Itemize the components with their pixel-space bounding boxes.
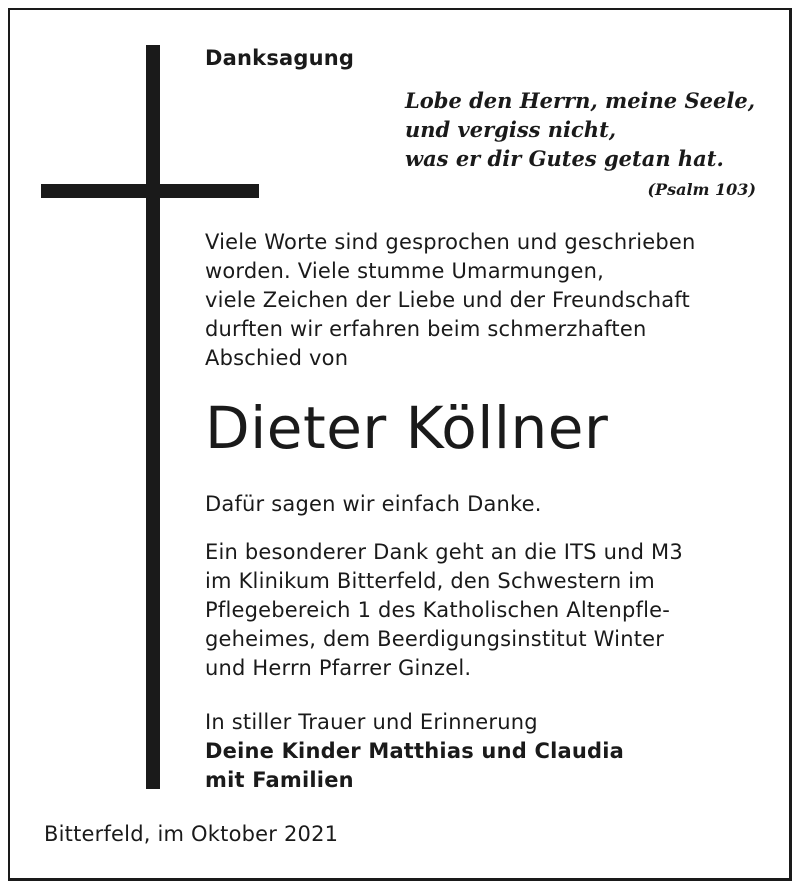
- place-date: Bitterfeld, im Oktober 2021: [44, 822, 339, 846]
- cross-horizontal-beam: [41, 184, 259, 198]
- mourning-line: In stiller Trauer und Erinnerung: [205, 710, 538, 734]
- bible-verse: [405, 86, 765, 173]
- thanks-line: Dafür sagen wir einfach Danke.: [205, 492, 542, 516]
- intro-line: Abschied von: [205, 346, 349, 370]
- special-thanks-line: Pflegebereich 1 des Katholischen Altenpfle-: [205, 598, 671, 622]
- intro-line: durften wir erfahren beim schmerzhaften: [205, 317, 647, 341]
- signers: [205, 737, 624, 795]
- deceased-name: Dieter Köllner: [205, 394, 609, 462]
- special-thanks-line: geheimes, dem Beerdigungsinstitut Winter: [205, 627, 665, 651]
- verse-line: was er dir Gutes getan hat.: [405, 146, 724, 171]
- cross-vertical-beam: [146, 45, 160, 789]
- verse-line: und vergiss nicht,: [405, 117, 617, 142]
- intro-paragraph: [205, 228, 775, 373]
- intro-line: viele Zeichen der Liebe und der Freundschaft: [205, 288, 690, 312]
- intro-line: Viele Worte sind gesprochen und geschrieben: [205, 230, 696, 254]
- special-thanks-line: im Klinikum Bitterfeld, den Schwestern im: [205, 569, 655, 593]
- notice-heading: Danksagung: [205, 46, 355, 70]
- signer-line: Deine Kinder Matthias und Claudia: [205, 739, 624, 763]
- special-thanks-paragraph: [205, 538, 785, 683]
- special-thanks-line: und Herrn Pfarrer Ginzel.: [205, 656, 472, 680]
- verse-line: Lobe den Herrn, meine Seele,: [405, 88, 756, 113]
- special-thanks-line: Ein besonderer Dank geht an die ITS und M3: [205, 540, 683, 564]
- signer-line: mit Familien: [205, 768, 354, 792]
- verse-source: (Psalm 103): [647, 180, 756, 199]
- intro-line: worden. Viele stumme Umarmungen,: [205, 259, 604, 283]
